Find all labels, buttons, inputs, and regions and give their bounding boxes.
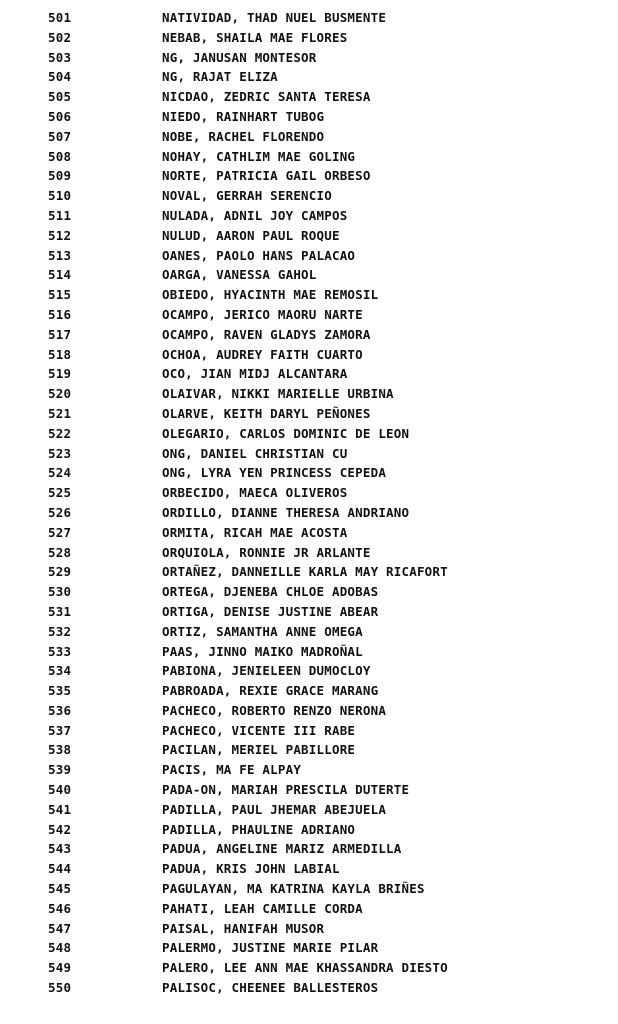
- list-item: [0, 721, 618, 741]
- entry-number: 537: [48, 722, 72, 738]
- entry-name: NOVAL, GERRAH SERENCIO: [162, 188, 332, 204]
- entry-number: 531: [48, 603, 72, 619]
- entry-number: 546: [48, 900, 72, 916]
- entry-number: 550: [48, 980, 72, 996]
- list-item: [0, 800, 618, 820]
- entry-number: 525: [48, 485, 72, 501]
- list-item: [0, 463, 618, 483]
- list-item: [0, 701, 618, 721]
- entry-number: 523: [48, 445, 72, 461]
- list-item: [0, 562, 618, 582]
- list-item: [0, 8, 618, 28]
- entry-number: 528: [48, 544, 72, 560]
- entry-name: PAHATI, LEAH CAMILLE CORDA: [162, 900, 363, 916]
- entry-name: OCAMPO, RAVEN GLADYS ZAMORA: [162, 326, 371, 342]
- entry-name: PALERO, LEE ANN MAE KHASSANDRA DIESTO: [162, 960, 448, 976]
- list-item: [0, 404, 618, 424]
- list-item: [0, 285, 618, 305]
- entry-number: 544: [48, 861, 72, 877]
- entry-number: 503: [48, 49, 72, 65]
- entry-name: NICDAO, ZEDRIC SANTA TERESA: [162, 89, 371, 105]
- list-item: [0, 246, 618, 266]
- entry-number: 520: [48, 386, 72, 402]
- list-item: [0, 919, 618, 939]
- list-item: [0, 424, 618, 444]
- entry-name: OCO, JIAN MIDJ ALCANTARA: [162, 366, 348, 382]
- entry-number: 527: [48, 524, 72, 540]
- list-item: [0, 681, 618, 701]
- entry-number: 505: [48, 89, 72, 105]
- entry-name: OLAIVAR, NIKKI MARIELLE URBINA: [162, 386, 394, 402]
- entry-name: NG, RAJAT ELIZA: [162, 69, 278, 85]
- list-item: [0, 780, 618, 800]
- entry-name: NORTE, PATRICIA GAIL ORBESO: [162, 168, 371, 184]
- list-item: [0, 760, 618, 780]
- entry-number: 524: [48, 465, 72, 481]
- list-item: [0, 958, 618, 978]
- entry-name: OCAMPO, JERICO MAORU NARTE: [162, 306, 363, 322]
- entry-name: PADA-ON, MARIAH PRESCILA DUTERTE: [162, 782, 410, 798]
- entry-name: ORTIGA, DENISE JUSTINE ABEAR: [162, 603, 379, 619]
- entry-number: 542: [48, 821, 72, 837]
- entry-number: 526: [48, 504, 72, 520]
- entry-name: NOHAY, CATHLIM MAE GOLING: [162, 148, 356, 164]
- entry-name: OANES, PAOLO HANS PALACAO: [162, 247, 356, 263]
- list-item: [0, 67, 618, 87]
- list-item: [0, 839, 618, 859]
- entry-name: ORTEGA, DJENEBA CHLOE ADOBAS: [162, 584, 379, 600]
- list-item: [0, 523, 618, 543]
- entry-name: PAISAL, HANIFAH MUSOR: [162, 920, 325, 936]
- list-item: [0, 87, 618, 107]
- entry-name: NG, JANUSAN MONTESOR: [162, 49, 317, 65]
- list-item: [0, 384, 618, 404]
- list-item: [0, 226, 618, 246]
- entry-name: ONG, DANIEL CHRISTIAN CU: [162, 445, 348, 461]
- entry-name: ORDILLO, DIANNE THERESA ANDRIANO: [162, 504, 410, 520]
- entry-name: OLARVE, KEITH DARYL PEÑONES: [162, 405, 371, 421]
- entry-number: 501: [48, 10, 72, 25]
- entry-name: NULADA, ADNIL JOY CAMPOS: [162, 207, 348, 223]
- entry-number: 502: [48, 29, 72, 45]
- list-item: [0, 740, 618, 760]
- entry-number: 517: [48, 326, 72, 342]
- list-item: [0, 661, 618, 681]
- entry-number: 507: [48, 128, 72, 144]
- entry-number: 539: [48, 762, 72, 778]
- entry-number: 515: [48, 287, 72, 303]
- list-item: [0, 166, 618, 186]
- entry-name: PABIONA, JENIELEEN DUMOCLOY: [162, 663, 371, 679]
- entry-name: PALISOC, CHEENEE BALLESTEROS: [162, 980, 379, 996]
- list-item: [0, 206, 618, 226]
- entry-name: PADUA, KRIS JOHN LABIAL: [162, 861, 340, 877]
- entry-number: 534: [48, 663, 72, 679]
- entry-number: 549: [48, 960, 72, 976]
- list-item: [0, 107, 618, 127]
- entry-name: PABROADA, REXIE GRACE MARANG: [162, 683, 379, 699]
- entry-number: 509: [48, 168, 72, 184]
- entry-name: NIEDO, RAINHART TUBOG: [162, 108, 325, 124]
- entry-name: PACHECO, VICENTE III RABE: [162, 722, 356, 738]
- entry-number: 529: [48, 564, 72, 580]
- list-item: [0, 622, 618, 642]
- entry-number: 535: [48, 683, 72, 699]
- list-item: [0, 127, 618, 147]
- entry-name: NATIVIDAD, THAD NUEL BUSMENTE: [162, 10, 387, 25]
- entry-number: 536: [48, 702, 72, 718]
- list-item: [0, 602, 618, 622]
- list-item: [0, 305, 618, 325]
- list-item: [0, 879, 618, 899]
- list-item: [0, 938, 618, 958]
- entry-name: ORQUIOLA, RONNIE JR ARLANTE: [162, 544, 371, 560]
- list-item: [0, 859, 618, 879]
- entry-number: 518: [48, 346, 72, 362]
- entry-number: 538: [48, 742, 72, 758]
- entry-number: 516: [48, 306, 72, 322]
- entry-number: 504: [48, 69, 72, 85]
- entry-name: PAAS, JINNO MAIKO MADROÑAL: [162, 643, 363, 659]
- entry-number: 514: [48, 267, 72, 283]
- entry-name: PADUA, ANGELINE MARIZ ARMEDILLA: [162, 841, 402, 857]
- name-list: [0, 8, 618, 998]
- entry-name: OCHOA, AUDREY FAITH CUARTO: [162, 346, 363, 362]
- entry-name: OLEGARIO, CARLOS DOMINIC DE LEON: [162, 425, 410, 441]
- entry-name: ORMITA, RICAH MAE ACOSTA: [162, 524, 348, 540]
- entry-name: ORTIZ, SAMANTHA ANNE OMEGA: [162, 623, 363, 639]
- entry-number: 521: [48, 405, 72, 421]
- list-item: [0, 582, 618, 602]
- entry-number: 545: [48, 881, 72, 897]
- entry-name: PAGULAYAN, MA KATRINA KAYLA BRIÑES: [162, 881, 425, 897]
- list-item: [0, 899, 618, 919]
- entry-name: NOBE, RACHEL FLORENDO: [162, 128, 325, 144]
- list-item: [0, 48, 618, 68]
- entry-name: OARGA, VANESSA GAHOL: [162, 267, 317, 283]
- entry-number: 543: [48, 841, 72, 857]
- entry-name: ORBECIDO, MAECA OLIVEROS: [162, 485, 348, 501]
- list-item: [0, 483, 618, 503]
- list-item: [0, 28, 618, 48]
- entry-number: 512: [48, 227, 72, 243]
- entry-name: OBIEDO, HYACINTH MAE REMOSIL: [162, 287, 379, 303]
- entry-number: 506: [48, 108, 72, 124]
- entry-name: PACILAN, MERIEL PABILLORE: [162, 742, 356, 758]
- entry-name: PACHECO, ROBERTO RENZO NERONA: [162, 702, 387, 718]
- list-item: [0, 444, 618, 464]
- list-item: [0, 325, 618, 345]
- entry-name: NEBAB, SHAILA MAE FLORES: [162, 29, 348, 45]
- entry-name: PALERMO, JUSTINE MARIE PILAR: [162, 940, 379, 956]
- list-item: [0, 147, 618, 167]
- entry-number: 510: [48, 188, 72, 204]
- list-item: [0, 186, 618, 206]
- entry-name: ORTAÑEZ, DANNEILLE KARLA MAY RICAFORT: [162, 564, 448, 580]
- entry-number: 530: [48, 584, 72, 600]
- list-item: [0, 503, 618, 523]
- list-item: [0, 543, 618, 563]
- entry-number: 548: [48, 940, 72, 956]
- entry-number: 508: [48, 148, 72, 164]
- entry-number: 513: [48, 247, 72, 263]
- list-item: [0, 345, 618, 365]
- list-item: [0, 820, 618, 840]
- entry-name: NULUD, AARON PAUL ROQUE: [162, 227, 340, 243]
- entry-name: PADILLA, PAUL JHEMAR ABEJUELA: [162, 801, 387, 817]
- entry-number: 519: [48, 366, 72, 382]
- entry-name: PACIS, MA FE ALPAY: [162, 762, 302, 778]
- entry-name: PADILLA, PHAULINE ADRIANO: [162, 821, 356, 837]
- entry-number: 540: [48, 782, 72, 798]
- entry-name: ONG, LYRA YEN PRINCESS CEPEDA: [162, 465, 387, 481]
- entry-number: 547: [48, 920, 72, 936]
- entry-number: 522: [48, 425, 72, 441]
- list-item: [0, 978, 618, 998]
- list-item: [0, 265, 618, 285]
- entry-number: 511: [48, 207, 72, 223]
- entry-number: 541: [48, 801, 72, 817]
- entry-number: 532: [48, 623, 72, 639]
- list-item: [0, 364, 618, 384]
- list-item: [0, 642, 618, 662]
- entry-number: 533: [48, 643, 72, 659]
